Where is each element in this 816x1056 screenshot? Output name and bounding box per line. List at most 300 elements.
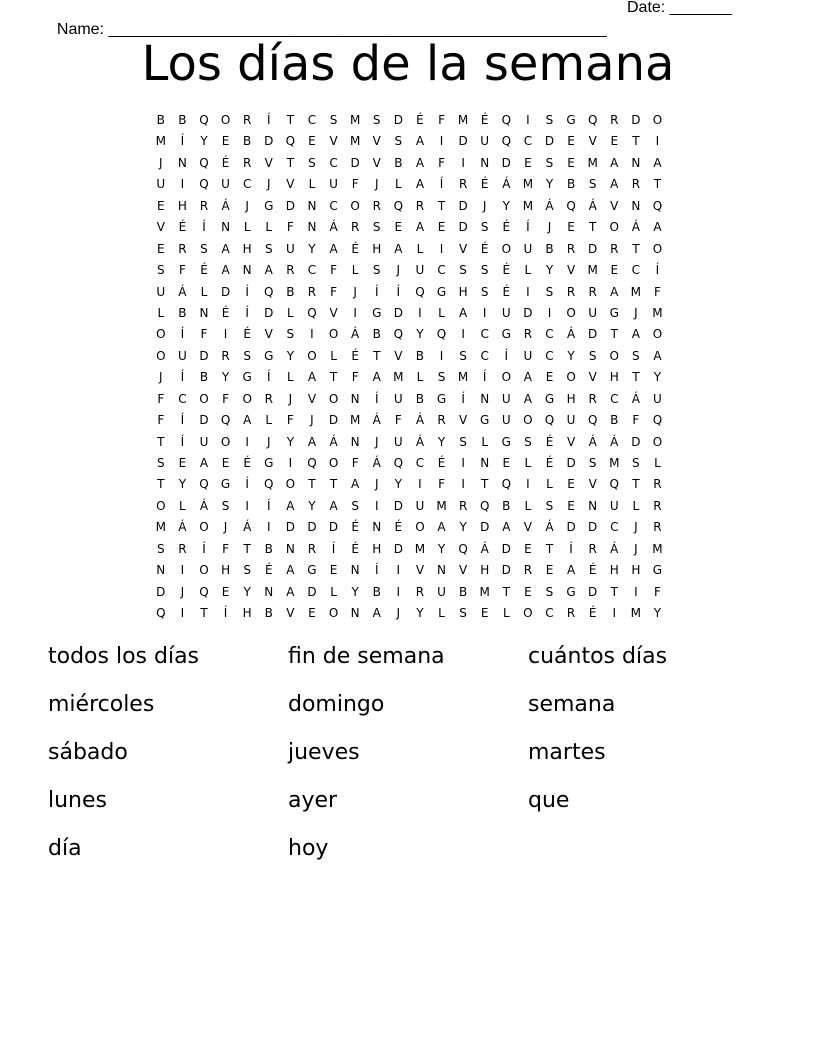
grid-letter: T [308, 477, 316, 492]
grid-letter: Y [502, 198, 510, 213]
grid-letter: Q [307, 456, 317, 470]
grid-letter: A [523, 391, 532, 406]
grid-letter: M [414, 541, 426, 556]
grid-letter: Q [587, 413, 598, 428]
grid-letter: N [285, 541, 295, 556]
grid-letter: É [480, 177, 489, 192]
grid-letter: E [524, 584, 532, 599]
grid-letter: Í [374, 563, 379, 578]
grid-letter: N [177, 155, 187, 170]
grid-letter: N [264, 584, 274, 599]
grid-letter: S [372, 113, 381, 127]
grid-letter: A [286, 584, 295, 599]
grid-letter: R [458, 177, 468, 192]
word-list-item: cuántos días [528, 644, 668, 669]
grid-letter: S [351, 498, 359, 513]
grid-letter: Í [223, 606, 228, 621]
grid-letter: C [523, 134, 533, 149]
grid-letter: F [178, 263, 186, 278]
grid-letter: D [501, 155, 511, 170]
grid-letter: A [307, 370, 317, 385]
grid-letter: Y [394, 477, 402, 492]
grid-letter: J [482, 198, 487, 213]
grid-letter: M [587, 263, 598, 278]
grid-letter: R [653, 520, 662, 535]
grid-letter: I [439, 134, 444, 149]
grid-letter: É [437, 456, 446, 470]
grid-letter: H [458, 284, 468, 299]
grid-letter: B [199, 370, 209, 385]
grid-letter: J [310, 413, 314, 428]
grid-letter: G [372, 305, 382, 320]
grid-letter: F [330, 263, 337, 278]
grid-letter: G [264, 198, 274, 213]
grid-letter: E [502, 456, 511, 470]
grid-letter: L [416, 370, 424, 385]
grid-letter: Q [264, 477, 274, 492]
grid-letter: É [221, 155, 230, 170]
grid-letter: U [501, 305, 511, 320]
header-line [48, 0, 768, 38]
grid-letter: R [178, 241, 187, 256]
grid-letter: V [372, 134, 381, 149]
grid-letter: A [459, 305, 468, 320]
grid-letter: S [480, 284, 489, 299]
grid-letter: M [587, 155, 598, 170]
grid-letter: S [200, 241, 208, 256]
grid-letter: L [524, 263, 532, 278]
grid-letter: S [459, 606, 467, 621]
grid-letter: S [545, 498, 554, 513]
grid-letter: M [393, 370, 404, 385]
grid-letter: S [632, 348, 640, 363]
grid-letter: É [243, 327, 251, 342]
grid-letter: I [439, 241, 444, 256]
grid-letter: C [437, 263, 446, 278]
grid-letter: Q [285, 134, 296, 149]
grid-letter: S [524, 434, 532, 449]
grid-letter: H [177, 198, 187, 213]
grid-letter: S [156, 541, 165, 556]
grid-letter: O [328, 606, 339, 621]
grid-letter: É [264, 563, 273, 578]
grid-letter: Y [286, 348, 295, 363]
grid-letter: L [632, 498, 640, 513]
grid-letter: Q [307, 305, 317, 320]
word-list-item: todos los días [48, 644, 200, 669]
grid-letter: F [438, 155, 445, 170]
grid-letter: M [457, 113, 469, 127]
grid-letter: J [288, 391, 293, 406]
grid-letter: J [223, 520, 228, 535]
grid-letter: Y [545, 263, 554, 278]
grid-letter: U [156, 284, 166, 299]
grid-letter: O [328, 391, 339, 406]
grid-letter: A [351, 477, 360, 492]
grid-letter: A [631, 327, 640, 342]
grid-letter: T [632, 134, 640, 149]
grid-letter: Á [199, 498, 209, 513]
grid-letter: V [264, 155, 273, 170]
grid-letter: T [589, 220, 597, 235]
grid-letter: Q [199, 177, 209, 192]
grid-letter: J [266, 434, 271, 449]
grid-letter: E [610, 134, 619, 149]
grid-letter: D [523, 305, 533, 320]
grid-letter: É [588, 563, 597, 578]
grid-letter: I [266, 520, 271, 535]
grid-letter: M [436, 498, 447, 513]
grid-letter: U [329, 177, 338, 192]
grid-letter: R [653, 498, 662, 513]
grid-letter: L [265, 413, 273, 428]
grid-letter: R [631, 177, 641, 192]
grid-letter: U [480, 134, 490, 149]
grid-letter: S [480, 263, 489, 278]
grid-letter: E [524, 155, 532, 170]
grid-letter: D [458, 134, 468, 149]
grid-letter: Q [652, 198, 663, 213]
grid-letter: Q [199, 584, 209, 599]
grid-letter: U [393, 391, 403, 406]
grid-letter: S [632, 456, 640, 470]
grid-letter: H [566, 391, 576, 406]
grid-letter: L [416, 241, 424, 256]
grid-letter: I [245, 434, 249, 449]
grid-letter: H [609, 563, 619, 578]
grid-letter: M [349, 413, 361, 428]
grid-letter: T [243, 541, 251, 556]
grid-letter: I [180, 563, 185, 578]
grid-letter: A [610, 155, 619, 170]
grid-letter: G [566, 584, 576, 599]
grid-letter: Q [393, 198, 404, 213]
grid-letter: N [242, 263, 252, 278]
grid-letter: D [307, 520, 317, 535]
grid-letter: U [415, 498, 425, 513]
grid-letter: Á [545, 198, 554, 213]
grid-letter: Í [266, 498, 271, 513]
grid-letter: J [245, 198, 249, 213]
grid-letter: V [372, 155, 381, 170]
grid-letter: O [609, 348, 619, 363]
grid-letter: Á [631, 220, 640, 235]
grid-letter: Y [416, 606, 424, 621]
grid-letter: R [243, 113, 252, 127]
grid-letter: É [588, 606, 597, 621]
grid-letter: Y [243, 584, 251, 599]
grid-letter: É [480, 241, 489, 256]
grid-letter: U [199, 434, 209, 449]
grid-letter: R [566, 241, 576, 256]
word-list-item: semana [528, 692, 616, 717]
grid-letter: C [545, 348, 554, 363]
grid-letter: A [199, 456, 209, 470]
grid-letter: Á [480, 541, 489, 556]
grid-letter: Á [545, 520, 554, 535]
grid-letter: Y [545, 177, 554, 192]
grid-letter: R [458, 498, 468, 513]
grid-letter: Á [588, 198, 597, 213]
grid-letter: F [330, 284, 337, 299]
grid-letter: D [156, 584, 166, 599]
grid-letter: R [653, 477, 662, 492]
grid-letter: Á [243, 520, 252, 535]
grid-letter: Y [653, 370, 662, 385]
grid-letter: I [461, 155, 465, 170]
grid-letter: D [393, 305, 403, 320]
grid-letter: Á [566, 327, 576, 342]
grid-letter: O [156, 348, 166, 363]
grid-letter: Í [569, 541, 573, 556]
grid-letter: S [459, 263, 467, 278]
grid-letter: R [588, 284, 597, 299]
grid-letter: R [178, 541, 187, 556]
grid-letter: O [415, 520, 425, 535]
grid-letter: R [307, 541, 317, 556]
grid-letter: Á [329, 434, 338, 449]
grid-letter: M [630, 606, 642, 621]
grid-letter: C [545, 327, 554, 342]
grid-letter: B [415, 391, 425, 406]
word-search-grid [150, 110, 668, 625]
grid-letter: Í [374, 284, 379, 299]
grid-letter: E [178, 456, 187, 470]
grid-letter: D [199, 348, 209, 363]
grid-letter: I [396, 584, 401, 599]
grid-letter: O [242, 391, 252, 406]
grid-letter: C [329, 155, 338, 170]
grid-letter: F [222, 391, 230, 406]
grid-letter: Í [180, 413, 185, 428]
grid-letter: A [221, 241, 230, 256]
grid-letter: I [353, 305, 357, 320]
grid-letter: M [457, 370, 469, 385]
grid-letter: V [566, 263, 576, 278]
grid-letter: M [155, 520, 166, 535]
grid-letter: A [415, 220, 425, 235]
grid-letter: S [394, 134, 403, 149]
grid-letter: É [416, 113, 424, 127]
grid-letter: S [286, 327, 295, 342]
grid-letter: D [393, 498, 403, 513]
grid-letter: B [372, 584, 381, 599]
grid-letter: G [436, 284, 447, 299]
grid-letter: O [652, 327, 663, 342]
grid-letter: T [481, 477, 489, 492]
grid-letter: H [609, 370, 619, 385]
grid-letter: A [610, 177, 619, 192]
grid-letter: R [350, 220, 360, 235]
grid-letter: E [567, 498, 575, 513]
grid-letter: L [287, 305, 294, 320]
grid-letter: A [437, 520, 446, 535]
grid-letter: L [287, 370, 294, 385]
grid-letter: N [631, 198, 641, 213]
grid-letter: J [374, 177, 379, 192]
grid-letter: U [609, 498, 619, 513]
grid-letter: Í [245, 305, 249, 320]
grid-letter: O [609, 220, 619, 235]
grid-letter: I [439, 348, 444, 363]
grid-letter: T [286, 113, 295, 127]
grid-letter: L [502, 606, 510, 621]
grid-letter: E [157, 198, 165, 213]
name-field-label: Name: ________________________________________________________ [56, 21, 607, 38]
grid-letter: C [480, 348, 489, 363]
grid-letter: D [350, 155, 360, 170]
grid-letter: A [502, 520, 511, 535]
grid-letter: I [526, 113, 530, 127]
grid-letter: U [221, 177, 230, 192]
grid-letter: É [480, 113, 489, 127]
grid-letter: D [501, 563, 511, 578]
grid-letter: Í [180, 327, 185, 342]
grid-letter: B [286, 284, 295, 299]
grid-letter: C [329, 198, 338, 213]
grid-letter: R [523, 563, 533, 578]
grid-letter: Y [653, 606, 662, 621]
grid-letter: R [566, 284, 576, 299]
grid-letter: Á [372, 413, 381, 428]
grid-letter: B [178, 113, 187, 127]
grid-letter: S [437, 370, 446, 385]
grid-letter: B [372, 327, 381, 342]
grid-letter: N [437, 563, 446, 578]
grid-letter: N [199, 305, 209, 320]
grid-letter: N [372, 520, 382, 535]
grid-letter: G [501, 434, 511, 449]
grid-letter: B [415, 348, 425, 363]
grid-letter: E [308, 134, 316, 149]
grid-letter: G [264, 456, 274, 470]
grid-letter: F [654, 284, 661, 299]
grid-letter: I [396, 563, 401, 578]
grid-letter: A [610, 284, 619, 299]
grid-letter: A [415, 177, 425, 192]
word-list-item: martes [528, 740, 606, 765]
grid-letter: Q [479, 498, 490, 513]
grid-letter: A [653, 220, 662, 235]
grid-letter: É [351, 541, 359, 556]
grid-letter: D [501, 541, 511, 556]
grid-letter: H [631, 563, 641, 578]
grid-letter: U [653, 391, 662, 406]
grid-letter: D [199, 413, 209, 428]
grid-letter: F [222, 541, 230, 556]
grid-letter: B [502, 498, 511, 513]
grid-letter: T [157, 434, 165, 449]
grid-letter: I [461, 456, 465, 470]
grid-letter: Q [199, 477, 209, 492]
grid-letter: B [458, 584, 468, 599]
grid-letter: L [330, 348, 337, 363]
grid-letter: A [523, 370, 532, 385]
grid-letter: B [178, 305, 187, 320]
grid-letter: F [351, 456, 359, 470]
grid-letter: D [307, 584, 317, 599]
grid-letter: G [264, 348, 274, 363]
grid-letter: A [653, 348, 662, 363]
grid-letter: J [634, 520, 638, 535]
grid-letter: Á [588, 434, 597, 449]
word-list-item: sábado [48, 740, 128, 765]
grid-letter: C [545, 606, 554, 621]
grid-letter: Á [610, 541, 619, 556]
grid-letter: O [652, 241, 663, 256]
grid-letter: J [374, 477, 379, 492]
grid-letter: B [156, 113, 165, 127]
grid-letter: U [285, 241, 295, 256]
grid-letter: O [220, 113, 231, 127]
grid-letter: U [415, 263, 425, 278]
grid-letter: Á [329, 220, 338, 235]
grid-letter: F [654, 584, 661, 599]
grid-letter: D [566, 456, 576, 470]
grid-letter: D [285, 520, 295, 535]
grid-letter: R [307, 284, 317, 299]
word-list-item: jueves [288, 740, 360, 765]
grid-letter: T [286, 155, 295, 170]
grid-letter: S [156, 263, 165, 278]
grid-letter: G [609, 305, 619, 320]
grid-letter: T [632, 477, 640, 492]
grid-letter: J [266, 177, 271, 192]
grid-letter: N [307, 220, 317, 235]
grid-letter: E [221, 134, 230, 149]
grid-letter: N [307, 198, 317, 213]
grid-letter: F [351, 370, 359, 385]
grid-letter: V [459, 241, 468, 256]
grid-letter: I [482, 305, 487, 320]
grid-letter: I [180, 177, 185, 192]
grid-letter: U [501, 413, 511, 428]
grid-letter: E [329, 563, 338, 578]
grid-letter: E [524, 541, 532, 556]
grid-letter: O [199, 563, 209, 578]
grid-letter: A [307, 434, 317, 449]
grid-letter: V [588, 134, 597, 149]
grid-letter: Q [652, 413, 663, 428]
grid-letter: B [545, 241, 554, 256]
grid-letter: A [221, 263, 230, 278]
grid-letter: A [415, 155, 425, 170]
grid-letter: N [480, 456, 490, 470]
grid-letter: R [566, 606, 576, 621]
grid-letter: Y [200, 134, 208, 149]
grid-letter: É [394, 520, 403, 535]
grid-letter: L [243, 220, 251, 235]
grid-letter: O [199, 391, 209, 406]
grid-letter: G [220, 477, 231, 492]
grid-letter: D [264, 134, 274, 149]
grid-letter: J [180, 584, 185, 599]
grid-letter: Q [501, 113, 512, 127]
grid-letter: H [372, 241, 382, 256]
grid-letter: S [545, 113, 554, 127]
grid-letter: T [632, 370, 640, 385]
word-list-item: fin de semana [288, 644, 445, 669]
grid-letter: I [418, 477, 422, 492]
grid-letter: D [480, 520, 490, 535]
grid-letter: T [157, 477, 165, 492]
grid-letter: I [526, 477, 530, 492]
grid-letter: L [524, 498, 532, 513]
grid-letter: Q [501, 477, 512, 492]
grid-letter: G [544, 391, 555, 406]
grid-letter: Q [501, 134, 512, 149]
grid-letter: T [329, 370, 338, 385]
